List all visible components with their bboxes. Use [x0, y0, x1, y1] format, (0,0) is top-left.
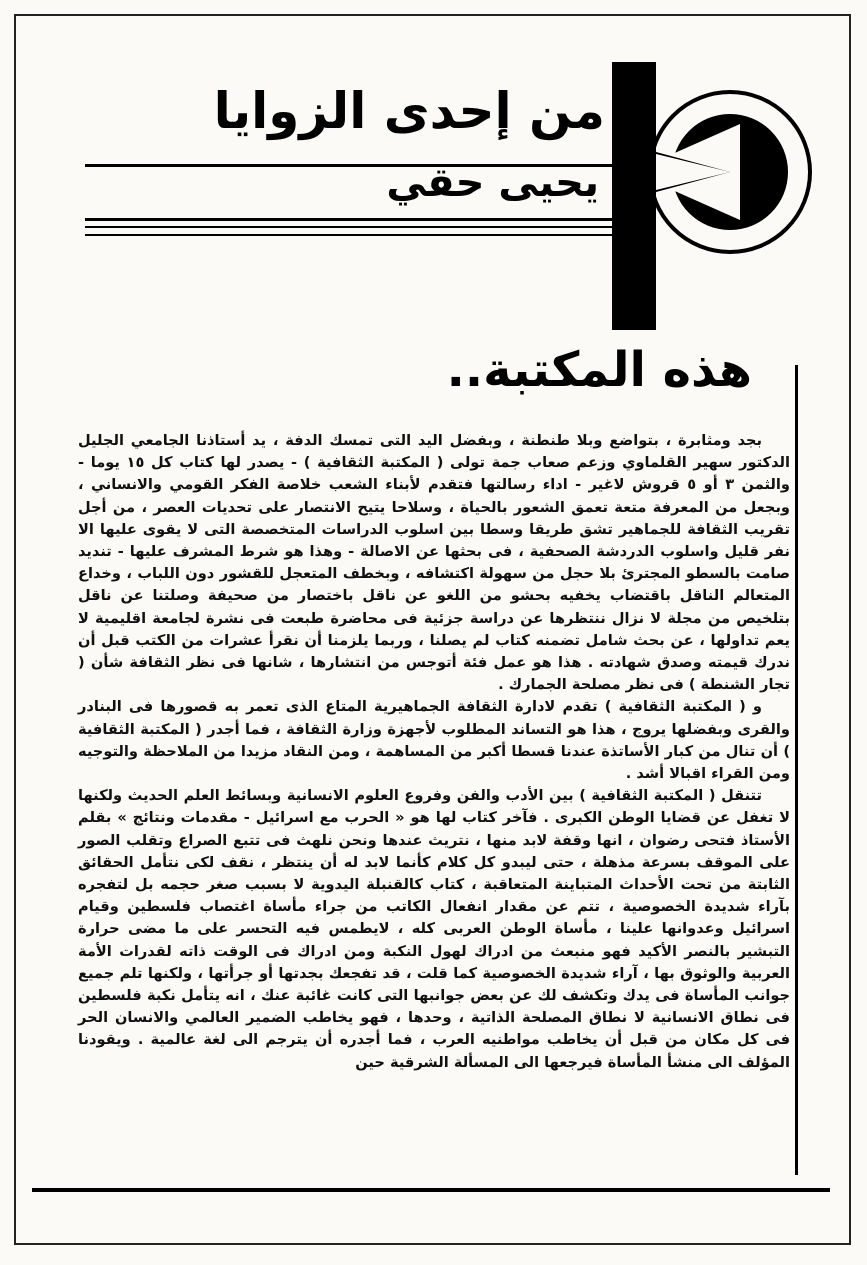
- author-name: يحيى حقي: [386, 160, 599, 206]
- column-logo: [612, 62, 812, 330]
- author-rule-2: [85, 226, 615, 228]
- paragraph: و ( المكتبة الثقافية ) تقدم لادارة الثقافة الجماهيرية المتاع الذى تعمر به قصورها فى البنادر والقرى وبفضلها يروج ، هذا هو التساند المطلوب لأجهزة وزارة الثقافة ، فما أجدر ( المكتبة الثقافية ) أن تنال من كبار الأساتذة عندنا قسطا أكبر من المساهمة ، ومن النقاد مزيدا من الملاحظة والتوجيه ومن القراء اقبالا أشد .: [78, 698, 790, 783]
- paragraph: تتنقل ( المكتبة الثقافية ) بين الأدب والفن وفروع العلوم الانسانية وبسائط العلم الحديث ولكنها لا تغفل عن قضايا الوطن الكبرى . فآخر كتاب لها هو « الحرب مع اسرائيل - مقدمات ونتائج » بقلم الأستاذ فتحى رضوان ، انها وقفة لابد منها ، نتريث عندها ونحن نلهث فى تتبع الصراع وتقلب الصور على الموقف بسرعة مذهلة ، حتى ليبدو كل كلام كأنما لابد له أن ينتظر ، نقف لكى نتأمل الحقائق الثابتة من تحت الأحداث المتباينة المتعاقبة ، كتاب كالقنبلة اليدوية لا بسبب صغر حجمه بل لتفجره بآراء شديدة الخصوصية ، تتم عن مقدار انفعال الكاتب من جراء مأساة اغتصاب فلسطين وقيام اسرائيل وعدوانها علينا ، مأساة الوطن العربى كله ، لايطمس فيه التحسر على ما مضى حرارة التبشير بالنصر الأكيد فهو منبعث من ادراك لهول النكبة ومن ادراك فى الوقت ذاته لقدرات الأمة العربية والوثوق بها ، آراء شديدة الخصوصية كما قلت ، قد تفجعك بجدتها أو جرأتها ، ولكنها تلم جميع جوانب المأساة فى يدك وتكشف لك عن بعض جوانبها التى كانت غائبة عنك ، انه يتأمل نكبة فلسطين فى نطاق الانسانية لا نطاق المصلحة الذاتية ، وحدها ، فهو يخاطب الضمير العالمي والانسان الحر فى كل مكان من قبل أن يخاطب مواطنيه العرب ، فما أجدره أن يترجم الى لغة عالمية . ويقودنا المؤلف الى منشأ المأساة فيرجعها الى المسألة الشرقية حين: [78, 787, 790, 1071]
- bottom-rule: [32, 1188, 830, 1192]
- author-rule-1: [85, 218, 615, 221]
- paragraph: بجد ومثابرة ، بتواضع وبلا طنطنة ، وبفضل اليد التى تمسك الدفة ، يد أستاذنا الجامعي الجليل الدكتور سهير القلماوي وزعم صعاب جمة تولى ( المكتبة الثقافية ) - يصدر لها كتاب كل ١٥ يوما - والثمن ٣ أو ٥ قروش لاغير - اداء رسالتها فتقدم لأبناء الشعب خلاصة الفكر القومي والانساني ، وبجعل من المعرفة متعة تعمق الشعور بالحياة ، وسلاحا يتيح الانتصار على تحديات العصر ، من أجل تقريب الثقافة للجماهير تشق طريقا وسطا بين اسلوب الدراسات المتخصصة التى لا يقوى عليها الا نفر قليل واسلوب الدردشة الصحفية ، فى بحثها عن الاصالة - وهذا هو شرط المشرف عليها - تنديد صامت بالسطو المجترئ بلا حجل من سهولة اكتشافه ، وبخطف المتعجل للقشور دون اللباب ، وخداع المتعالم الناقل باقتضاب يخفيه بحشو من اللغو عن ناقل باختصار من صحيفة وصلتنا عن ناقل بتلخيص من مجلة لا نزال ننتظرها عن دراسة جزئية فى محاضرة طبعت فى نشرة لجامعة اقليمية لا يعم تداولها ، عن بحث شامل تضمنه كتاب لم يصلنا ، وربما يلزمنا أن نقرأ عشرات من الكتب قبل أن ندرك قيمته وصدق شهادته . هذا هو عمل فئة أتوجس من انتشارها ، شانها فى نظر الثقافة شأن ( تجار الشنطة ) فى نظر مصلحة الجمارك .: [78, 432, 790, 694]
- article-title: هذه المكتبة..: [446, 342, 752, 398]
- side-rule: [795, 365, 798, 1175]
- author-rule-3: [85, 234, 615, 236]
- article-body: [78, 430, 790, 1180]
- column-title: من إحدى الزوايا: [213, 82, 605, 140]
